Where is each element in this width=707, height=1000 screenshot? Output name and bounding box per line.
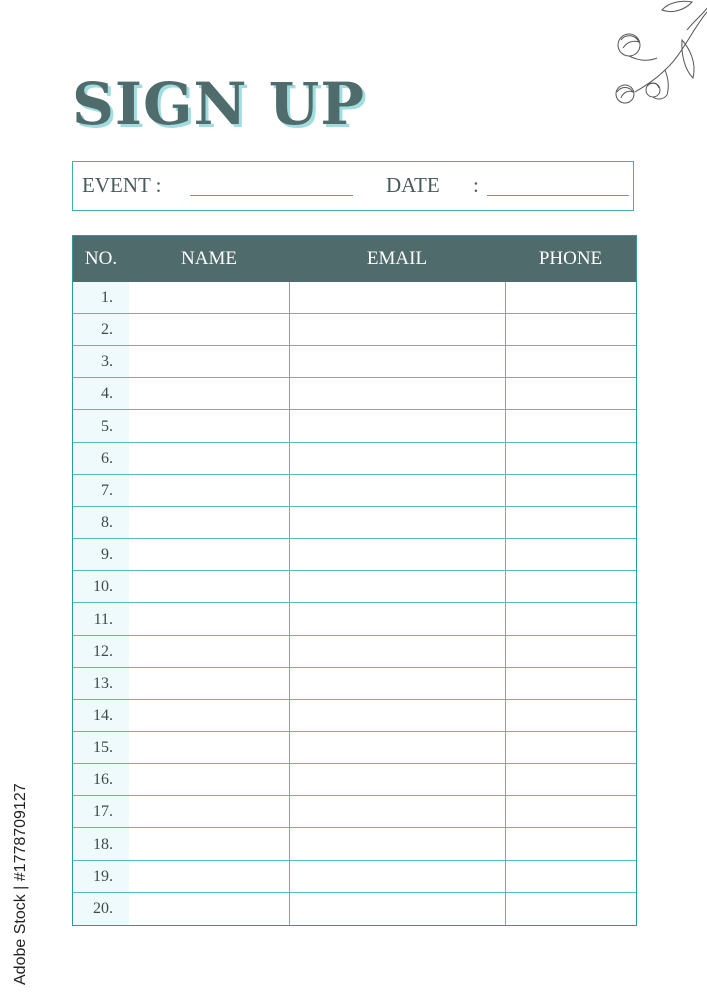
row-number: 9. — [101, 546, 113, 564]
table-row[interactable] — [73, 861, 636, 893]
table-row[interactable] — [73, 475, 636, 507]
table-row[interactable] — [73, 764, 636, 796]
table-row[interactable] — [73, 539, 636, 571]
header-no: NO. — [84, 248, 118, 269]
table-row[interactable] — [73, 796, 636, 828]
row-number: 15. — [93, 739, 113, 757]
row-number: 10. — [93, 578, 113, 596]
floral-branch-icon — [607, 0, 707, 115]
row-number: 1. — [101, 289, 113, 306]
table-row[interactable] — [73, 282, 636, 314]
table-row[interactable] — [73, 378, 636, 410]
table-row[interactable] — [73, 636, 636, 668]
row-number: 16. — [93, 771, 113, 789]
row-number: 8. — [101, 514, 113, 532]
date-colon: : — [473, 173, 479, 197]
signup-table — [72, 235, 637, 926]
row-number: 17. — [93, 803, 113, 821]
page-title: SIGN UP — [72, 70, 365, 138]
row-number: 20. — [93, 899, 113, 917]
table-row[interactable] — [73, 507, 636, 539]
table-row[interactable] — [73, 604, 636, 636]
row-number: 7. — [101, 481, 113, 499]
row-number: 13. — [93, 674, 113, 692]
row-number: 5. — [101, 417, 113, 435]
event-date-box — [72, 161, 634, 211]
row-number: 14. — [93, 706, 113, 724]
header-name: NAME — [181, 248, 237, 269]
row-number: 11. — [93, 610, 113, 628]
row-number: 4. — [101, 385, 113, 403]
date-field[interactable] — [487, 195, 629, 196]
event-label: EVENT : — [82, 173, 162, 197]
row-number: 3. — [101, 353, 113, 371]
table-row[interactable] — [73, 443, 636, 475]
table-row[interactable] — [73, 893, 636, 925]
stock-watermark-text: Adobe Stock | #1778709127 — [12, 783, 29, 985]
row-number: 12. — [93, 642, 113, 660]
column-divider — [505, 282, 506, 925]
table-row[interactable] — [73, 668, 636, 700]
event-field[interactable] — [190, 195, 353, 196]
table-row[interactable] — [73, 346, 636, 378]
row-number: 19. — [93, 867, 113, 885]
column-divider — [289, 282, 290, 925]
header-email: EMAIL — [366, 248, 428, 269]
table-row[interactable] — [73, 411, 636, 443]
table-header — [73, 236, 636, 282]
table-row[interactable] — [73, 829, 636, 861]
date-label: DATE — [386, 173, 440, 197]
row-number: 18. — [93, 835, 113, 853]
row-number: 2. — [101, 321, 113, 339]
table-row[interactable] — [73, 700, 636, 732]
table-row[interactable] — [73, 732, 636, 764]
row-number: 6. — [101, 449, 113, 467]
table-row[interactable] — [73, 314, 636, 346]
table-row[interactable] — [73, 571, 636, 603]
header-phone: PHONE — [538, 248, 603, 269]
